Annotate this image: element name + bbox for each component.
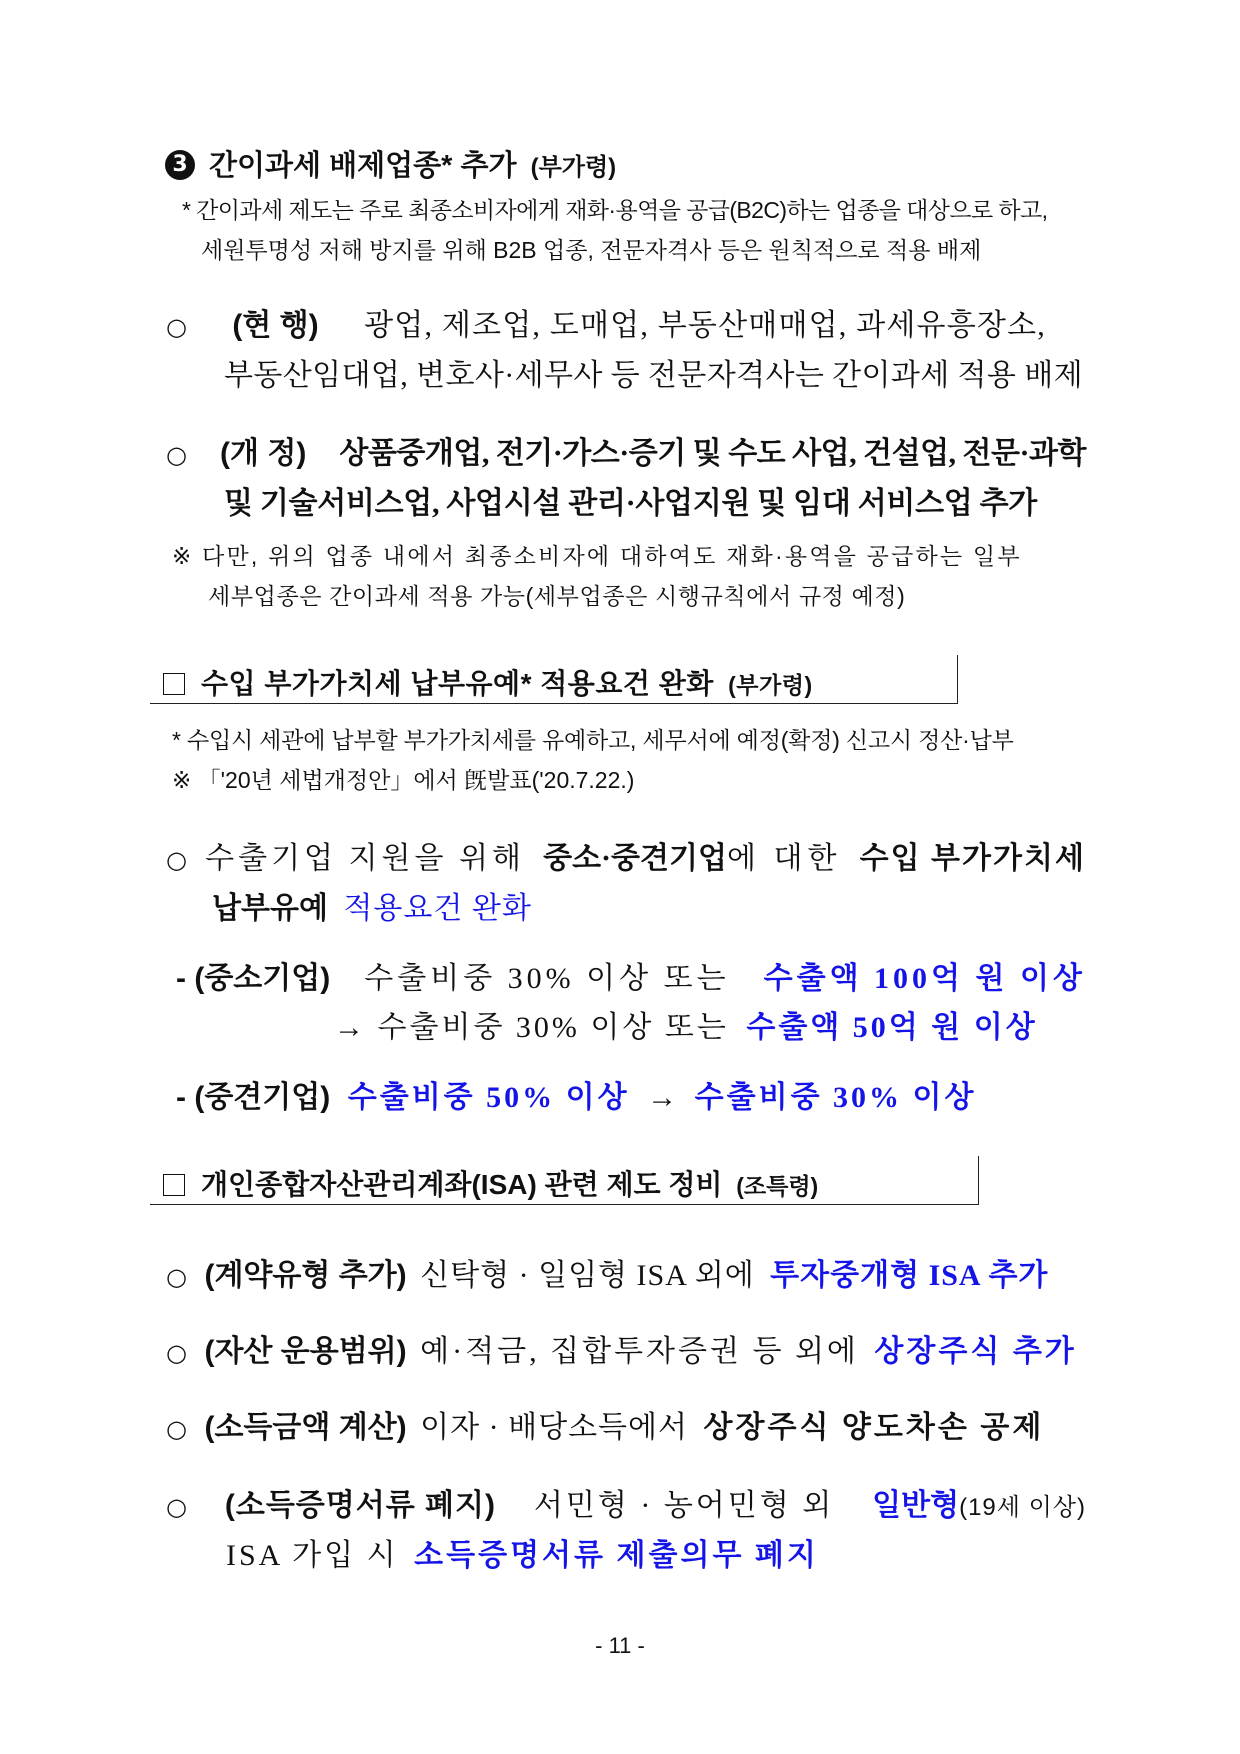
sec2-note1: * 수입시 세관에 납부할 부가가치세를 유예하고, 세무서에 예정(확정) 신고시 정산·납부 [172,727,1014,753]
sec3-item2 [166,1326,1077,1370]
sme-before-a: 수출비중 30% 이상 또는 [364,962,730,995]
item4-blue: 일반형 [872,1489,960,1522]
bullet-circle-icon: ○ [166,1493,187,1521]
sec1-remark-line1: ※ 다만, 위의 업종 내에서 최종소비자에 대하여도 재화·용역을 공급하는 일부 [172,543,1022,569]
sec3-title: 개인종합자산관리계좌(ISA) 관련 제도 정비 [201,1169,723,1200]
revised-label: (개 정) [220,437,307,470]
item3-label: (소득금액 계산) [204,1411,407,1444]
sec2-main-line1 [166,833,1086,877]
main-text-b: 중소·중견기업 [543,842,727,875]
item4-line2-b: 소득증명서류 제출의무 폐지 [414,1539,819,1572]
sec1-note-line2: 세원투명성 저해 방지를 위해 B2B 업종, 전문자격사 등은 원칙적으로 적용 배제 [201,237,982,263]
sec1-title: 간이과세 배제업종* 추가 [209,150,517,182]
sec2-note2: ※ 「'20년 세법개정안」에서 旣발표('20.7.22.) [172,767,635,793]
sec2-main-line2 [212,883,532,927]
page-number: - 11 - [595,1633,645,1658]
sec3-item1 [166,1250,1048,1294]
sec2-tag: (부가령) [728,672,813,698]
sme-line2 [334,1002,1038,1046]
main-text-f: 적용요건 완화 [343,892,532,925]
bullet-circle-icon: ○ [166,1339,187,1367]
item1-text: 신탁형 · 일임형 ISA 외에 [420,1259,755,1292]
sme-label: - (중소기업) [176,962,331,995]
main-text-e: 납부유예 [212,892,328,925]
mid-arrow: → [647,1081,678,1114]
main-text-c: 에 대한 [726,842,842,875]
item1-blue: 투자중개형 ISA 추가 [770,1259,1049,1292]
checkbox-square-icon [163,673,185,695]
item2-text: 예·적금, 집합투자증권 등 외에 [420,1335,859,1368]
item4-text: 서민형 · 농어민형 외 [533,1489,835,1522]
main-text-a: 수출기업 지원을 위해 [205,842,525,875]
bullet-circle-icon: ○ [166,1263,187,1291]
bullet-circle-icon: ○ [166,313,187,341]
mid-after: 수출비중 30% 이상 [694,1081,977,1114]
checkbox-square-icon [163,1174,185,1196]
item3-text: 이자 · 배당소득에서 [420,1411,688,1444]
item4-label: (소득증명서류 폐지) [224,1489,496,1522]
sec1-current-line1 [166,300,1066,344]
sec2-title: 수입 부가가치세 납부유예* 적용요건 완화 [201,668,714,699]
sme-before-b: 수출액 100억 원 이상 [763,962,1086,995]
sec3-heading [163,1163,818,1203]
bullet-circle-icon: ○ [166,846,187,874]
sec1-revised-line1 [166,428,1086,472]
current-text: 광업, 제조업, 도매업, 부동산매매업, 과세유흥장소, [364,309,1046,342]
bullet-circle-icon: ○ [166,441,187,469]
sec2-heading [163,662,813,702]
sec1-note-line1: * 간이과세 제도는 주로 최종소비자에게 재화·용역을 공급(B2C)하는 업종을 대상으로 하고, [182,197,1048,223]
sec1-revised-line2: 및 기술서비스업, 사업시설 관리·사업지원 및 임대 서비스업 추가 [224,487,1037,520]
item4-line2-a: ISA 가입 시 [226,1539,399,1572]
sme-after-a: → 수출비중 30% 이상 또는 [334,1011,729,1044]
item2-blue: 상장주식 추가 [874,1335,1077,1368]
revised-text: 상품중개업, 전기·가스·증기 및 수도 사업, 건설업, 전문·과학 [339,437,1086,470]
sec3-tag: (조특령) [736,1173,819,1199]
sec1-tag: (부가령) [530,154,617,181]
item2-label: (자산 운용범위) [204,1335,407,1368]
sec3-item4-line1 [166,1480,1086,1524]
sec3-item3 [166,1402,1044,1446]
bullet-circle-icon: ○ [166,1415,187,1443]
current-label: (현 행) [232,309,319,342]
item1-label: (계약유형 추가) [204,1259,407,1292]
mid-line [176,1072,977,1116]
sme-line1 [176,953,1086,997]
item4-small: (19세 이상) [959,1494,1086,1521]
mid-before: 수출비중 50% 이상 [347,1081,630,1114]
sec1-current-line2: 부동산임대업, 변호사·세무사 등 전문자격사는 간이과세 적용 배제 [224,359,1083,392]
sme-after-b: 수출액 50억 원 이상 [746,1011,1038,1044]
sec1-heading [165,143,616,184]
sec1-remark-line2: 세부업종은 간이과세 적용 가능(세부업종은 시행규칙에서 규정 예정) [208,583,906,609]
circled-number-3: 3 [165,150,195,180]
item3-bold: 상장주식 양도차손 공제 [703,1411,1045,1444]
mid-label: - (중견기업) [176,1081,331,1114]
main-text-d: 수입 부가가치세 [859,842,1086,875]
sec3-item4-line2 [226,1530,819,1574]
